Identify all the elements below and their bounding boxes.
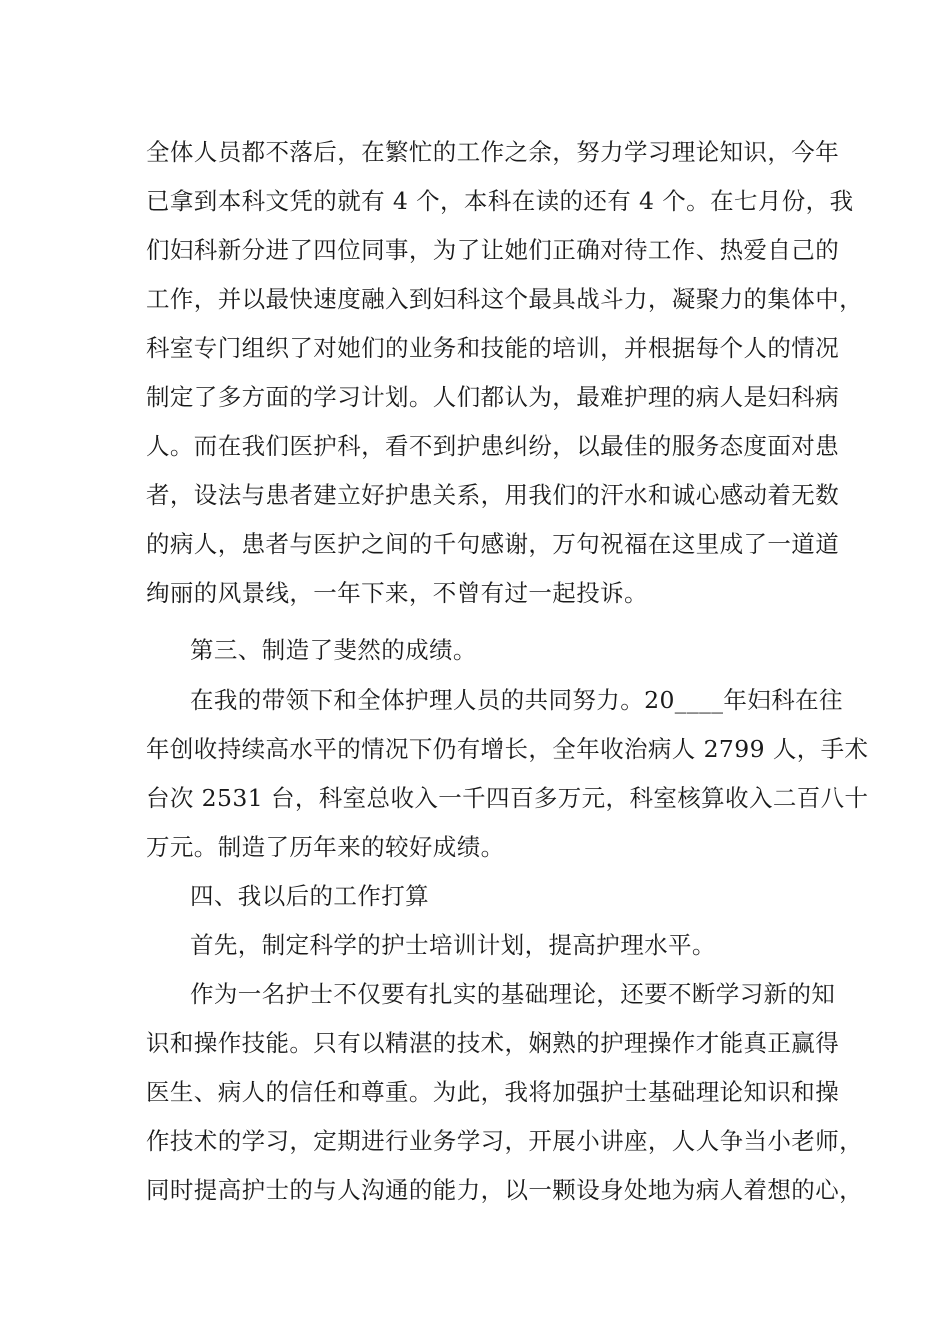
body-text-line: 们妇科新分进了四位同事，为了让她们正确对待工作、热爱自己的 [146, 236, 840, 264]
body-text-line: 识和操作技能。只有以精湛的技术，娴熟的护理操作才能真正赢得 [146, 1029, 840, 1057]
body-text-line: 作技术的学习，定期进行业务学习，开展小讲座，人人争当小老师， [146, 1127, 863, 1155]
body-text-line: 制定了多方面的学习计划。人们都认为，最难护理的病人是妇科病 [146, 383, 840, 411]
body-text-line: 在我的带领下和全体护理人员的共同努力。20____年妇科在往 [190, 686, 843, 714]
subsection-heading: 首先，制定科学的护士培训计划，提高护理水平。 [190, 931, 716, 959]
body-text-line: 医生、病人的信任和尊重。为此，我将加强护士基础理论知识和操 [146, 1078, 840, 1106]
body-text-line: 的病人，患者与医护之间的千句感谢，万句祝福在这里成了一道道 [146, 530, 840, 558]
body-text-line: 绚丽的风景线，一年下来，不曾有过一起投诉。 [146, 579, 648, 607]
body-text-line: 者，设法与患者建立好护患关系，用我们的汗水和诚心感动着无数 [146, 481, 840, 509]
section-heading: 四、我以后的工作打算 [190, 882, 429, 910]
body-text-line: 年创收持续高水平的情况下仍有增长，全年收治病人 2799 人，手术 [146, 735, 869, 763]
body-text-line: 工作，并以最快速度融入到妇科这个最具战斗力，凝聚力的集体中， [146, 285, 863, 313]
body-text-line: 已拿到本科文凭的就有 4 个，本科在读的还有 4 个。在七月份，我 [146, 187, 854, 215]
body-text-line: 全体人员都不落后，在繁忙的工作之余，努力学习理论知识，今年 [146, 138, 840, 166]
body-text-line: 人。而在我们医护科，看不到护患纠纷，以最佳的服务态度面对患 [146, 432, 840, 460]
body-text-line: 万元。制造了历年来的较好成绩。 [146, 833, 505, 861]
body-text-line: 同时提高护士的与人沟通的能力，以一颗设身处地为病人着想的心， [146, 1176, 863, 1204]
body-text-line: 科室专门组织了对她们的业务和技能的培训，并根据每个人的情况 [146, 334, 840, 362]
section-heading: 第三、制造了斐然的成绩。 [190, 636, 477, 664]
body-text-line: 台次 2531 台，科室总收入一千四百多万元，科室核算收入二百八十 [146, 784, 869, 812]
body-text-line: 作为一名护士不仅要有扎实的基础理论，还要不断学习新的知 [190, 980, 836, 1008]
